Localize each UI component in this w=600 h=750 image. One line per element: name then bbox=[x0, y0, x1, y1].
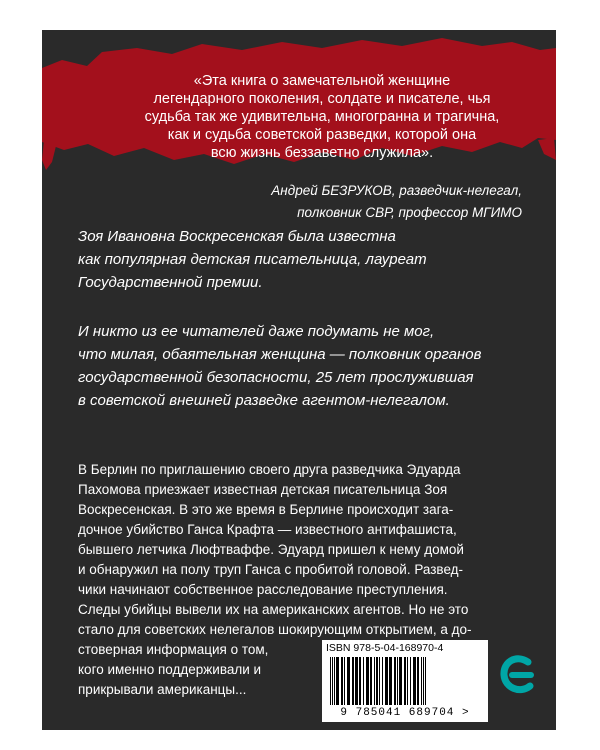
barcode-bar bbox=[425, 657, 426, 705]
quote-line: легендарного поколения, солдате и писателе, чья bbox=[153, 91, 491, 107]
barcode-bar bbox=[394, 657, 396, 705]
annotation-line: прикрывали американцы... bbox=[78, 682, 247, 697]
intro-paragraph-1 bbox=[78, 225, 538, 294]
attribution-line: полковник СВР, профессор МГИМО bbox=[297, 205, 522, 220]
barcode-bar bbox=[410, 657, 411, 705]
barcode-bar bbox=[423, 657, 424, 705]
annotation-line: дочное убийство Ганса Крафта — известного антифашиста, bbox=[78, 522, 457, 537]
intro-line: государственной безопасности, 25 лет прослужившая bbox=[78, 369, 474, 386]
barcode-bar bbox=[332, 657, 333, 705]
barcode-bar bbox=[341, 657, 343, 705]
barcode-bar bbox=[421, 657, 422, 705]
barcode-bar bbox=[347, 657, 350, 705]
barcode-bar bbox=[397, 657, 398, 705]
annotation-line: бывшего летчика Люфтваффе. Эдуард пришел к нему домой bbox=[78, 542, 464, 557]
attribution-line: Андрей БЕЗРУКОВ, разведчик-нелегал, bbox=[271, 183, 522, 198]
quote-line: «Эта книга о замечательной женщине bbox=[193, 73, 451, 89]
annotation-line: Пахомова приезжает известная детская писательница Зоя bbox=[78, 482, 448, 497]
barcode-bar bbox=[407, 657, 408, 705]
intro-line: И никто из ее читателей даже подумать не мог, bbox=[78, 323, 435, 340]
barcode-bar bbox=[417, 657, 419, 705]
barcode-bar bbox=[413, 657, 416, 705]
annotation-line: и обнаружил на полу труп Ганса с пробитой головой. Развед- bbox=[78, 562, 464, 577]
eksmo-logo-icon bbox=[498, 652, 538, 698]
annotation-line: кого именно поддерживали и bbox=[78, 662, 262, 677]
quote-line: всю жизнь беззаветно служила». bbox=[210, 145, 434, 161]
isbn-barcode-block bbox=[322, 640, 488, 722]
barcode-bar bbox=[376, 657, 378, 705]
annotation-line: В Берлин по приглашению своего друга разведчика Эдуарда bbox=[78, 462, 461, 477]
barcode-bar bbox=[359, 657, 361, 705]
annotation-line: стало для советских нелегалов шокирующим открытием, а до- bbox=[78, 622, 472, 637]
quote-line: как и судьба советской разведки, которой она bbox=[167, 127, 477, 143]
quote-attribution bbox=[102, 180, 522, 224]
intro-line: как популярная детская писательница, лауреат bbox=[78, 251, 427, 268]
barcode-bars bbox=[328, 657, 482, 707]
barcode-bar bbox=[399, 657, 402, 705]
barcode-bar bbox=[363, 657, 364, 705]
annotation-line: Воскресенская. В это же время в Берлине происходит зага- bbox=[78, 502, 454, 517]
intro-line: в советской внешней разведке агентом-нелегалом. bbox=[78, 392, 450, 409]
barcode-bar bbox=[385, 657, 388, 705]
barcode-bar bbox=[374, 657, 375, 705]
book-back-cover bbox=[42, 30, 556, 730]
barcode-bar bbox=[355, 657, 358, 705]
annotation-line: чики начинают собственное расследование преступления. bbox=[78, 582, 448, 597]
annotation-line: Следы убийцы вывели их на американских агентов. Но не это bbox=[78, 602, 469, 617]
barcode-bar bbox=[330, 657, 331, 705]
annotation-line: стоверная информация о том, bbox=[78, 642, 269, 657]
barcode-bar bbox=[366, 657, 369, 705]
barcode-bar bbox=[389, 657, 392, 705]
intro-line: Государственной премии. bbox=[78, 274, 263, 291]
barcode-bar bbox=[334, 657, 335, 705]
endorsement-quote bbox=[132, 72, 512, 162]
barcode-bar bbox=[379, 657, 380, 705]
intro-line: Зоя Ивановна Воскресенская была известна bbox=[78, 228, 396, 245]
barcode-bar bbox=[382, 657, 383, 705]
quote-line: судьба так же удивительна, многогранна и трагична, bbox=[144, 109, 500, 125]
barcode-bar bbox=[336, 657, 339, 705]
barcode-digits: 9 785041 689704 > bbox=[340, 707, 470, 719]
barcode-bar bbox=[404, 657, 406, 705]
isbn-label: ISBN 978-5-04-168970-4 bbox=[326, 642, 444, 654]
barcode-bar bbox=[352, 657, 354, 705]
intro-paragraph-2 bbox=[78, 320, 538, 412]
intro-line: что милая, обаятельная женщина — полковник органов bbox=[78, 346, 482, 363]
barcode-bar bbox=[370, 657, 372, 705]
barcode-bar bbox=[344, 657, 345, 705]
